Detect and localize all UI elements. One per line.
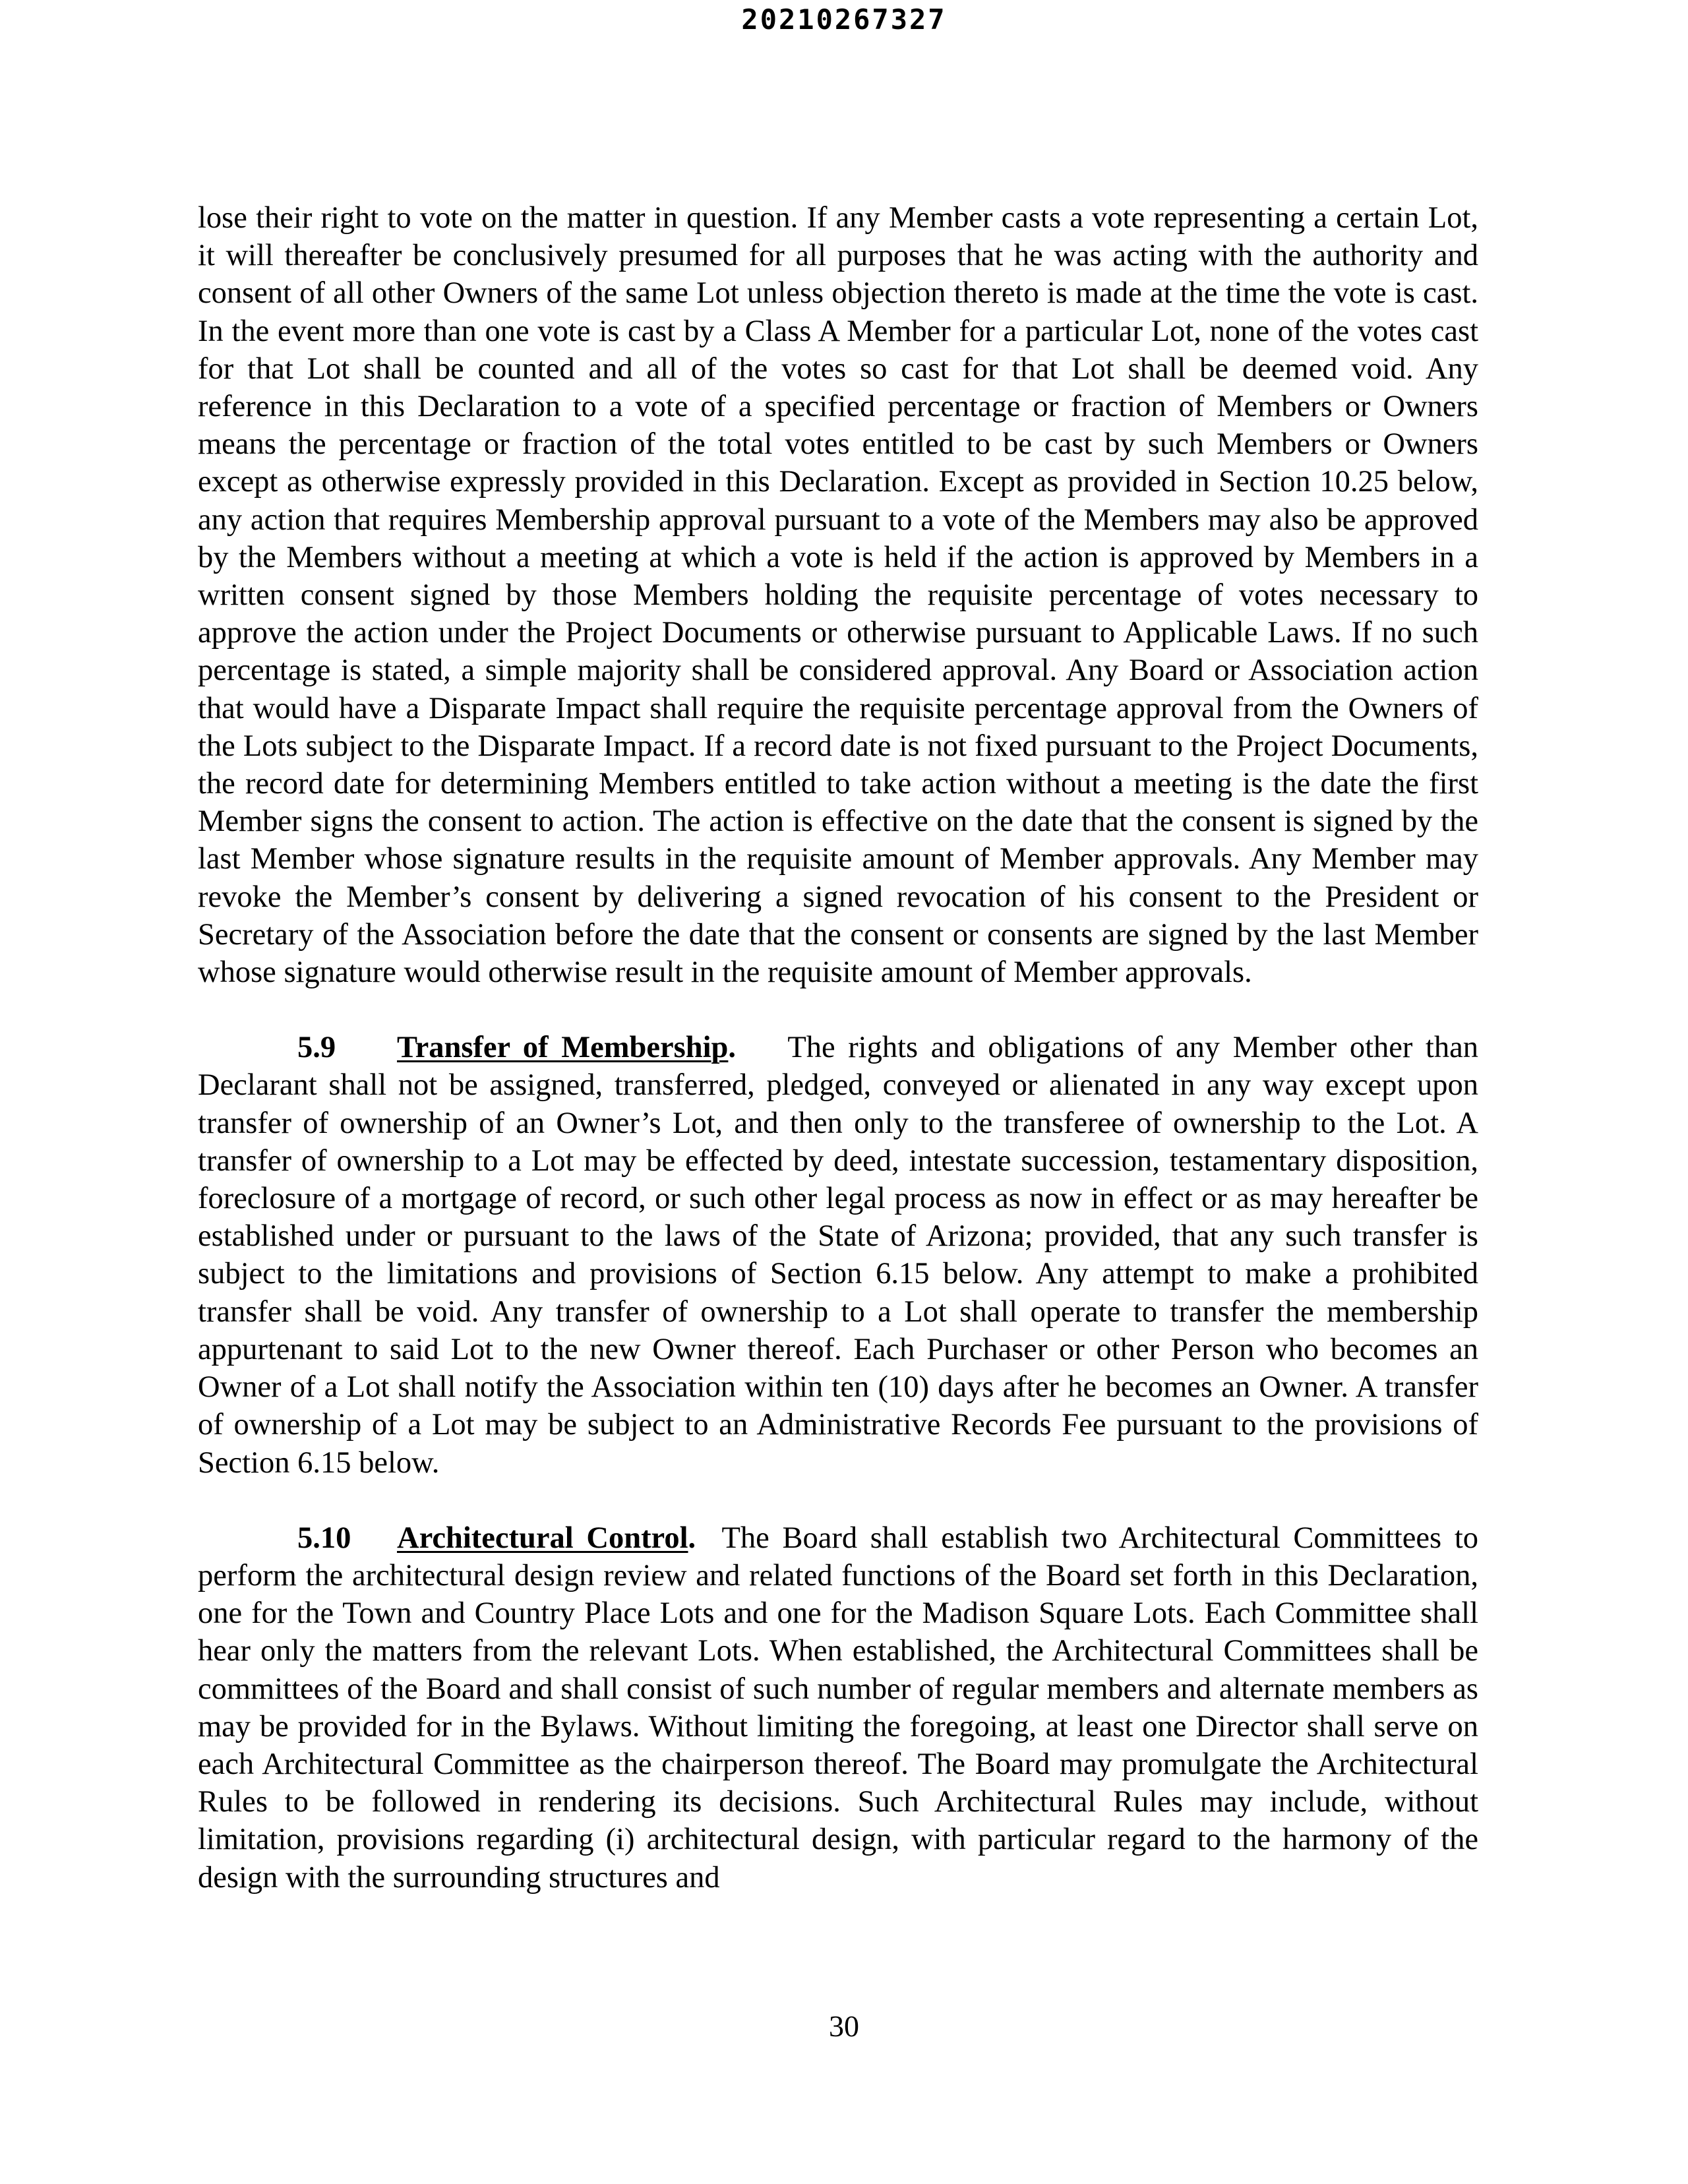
- continuation-paragraph: lose their right to vote on the matter in question. If any Member casts a vote representing a certain Lot, it will thereafter be conclusively presumed for all purposes that he was acting with the authority and consent of all other Owners of the same Lot unless objection thereto is made at the time the vote is cast. In the event more than one vote is cast by a Class A Member for a particular Lot, none of the votes cast for that Lot shall be counted and all of the votes so cast for that Lot shall be deemed void. Any reference in this Declaration to a vote of a specified percentage or fraction of Members or Owners means the percentage or fraction of the total votes entitled to be cast by such Members or Owners except as otherwise expressly provided in this Declaration. Except as provided in Section 10.25 below, any action that requires Membership approval pursuant to a vote of the Members may also be approved by the Members without a meeting at which a vote is held if the action is approved by Members in a written consent signed by those Members holding the requisite percentage of votes necessary to approve the action under the Project Documents or otherwise pursuant to Applicable Laws. If no such percentage is stated, a simple majority shall be considered approval. Any Board or Association action that would have a Disparate Impact shall require the requisite percentage approval from the Owners of the Lots subject to the Disparate Impact. If a record date is not fixed pursuant to the Project Documents, the record date for determining Members entitled to take action without a meeting is the date the first Member signs the consent to action. The action is effective on the date that the consent is signed by the last Member whose signature results in the requisite amount of Member approvals. Any Member may revoke the Member’s consent by delivering a signed revocation of his consent to the President or Secretary of the Association before the date that the consent or consents are signed by the last Member whose signature would otherwise result in the requisite amount of Member approvals.: [198, 201, 1478, 990]
- document-body: [198, 199, 1478, 1934]
- section-title-punctuation: .: [688, 1521, 696, 1555]
- section-title: Transfer of Membership: [397, 1031, 729, 1065]
- section-5-9: [198, 1029, 1478, 1481]
- recording-number: 20210267327: [741, 3, 947, 36]
- page-number: 30: [829, 2009, 859, 2043]
- section-text: The rights and obligations of any Member other than Declarant shall not be assigned, transferred, pledged, conveyed or alienated in any way except upon transfer of ownership of an Owner’s Lot, and then only to the transferee of ownership to the Lot. A transfer of ownership to a Lot may be effected by deed, intestate succession, testamentary disposition, foreclosure of a mortgage of record, or such other legal process as now in effect or as may hereafter be established under or pursuant to the laws of the State of Arizona; provided, that any such transfer is subject to the limitations and provisions of Section 6.15 below. Any attempt to make a prohibited transfer shall be void. Any transfer of ownership to a Lot shall operate to transfer the membership appurtenant to said Lot to the new Owner thereof. Each Purchaser or other Person who becomes an Owner of a Lot shall notify the Association within ten (10) days after he becomes an Owner. A transfer of ownership of a Lot may be subject to an Administrative Records Fee pursuant to the provisions of Section 6.15 below.: [198, 1031, 1478, 1480]
- section-number: 5.10: [297, 1521, 351, 1555]
- section-title-punctuation: .: [728, 1031, 736, 1065]
- section-5-10: [198, 1519, 1478, 1896]
- section-number: 5.9: [297, 1031, 336, 1065]
- section-title: Architectural Control: [397, 1521, 688, 1555]
- section-text: The Board shall establish two Architectural Committees to perform the architectural design review and related functions of the Board set forth in this Declaration, one for the Town and Country Place Lots and one for the Madison Square Lots. Each Committee shall hear only the matters from the relevant Lots. When established, the Architectural Committees shall be committees of the Board and shall consist of such number of regular members and alternate members as may be provided for in the Bylaws. Without limiting the foregoing, at least one Director shall serve on each Architectural Committee as the chairperson thereof. The Board may promulgate the Architectural Rules to be followed in rendering its decisions. Such Architectural Rules may include, without limitation, provisions regarding (i) architectural design, with particular regard to the harmony of the design with the surrounding structures and: [198, 1521, 1478, 1895]
